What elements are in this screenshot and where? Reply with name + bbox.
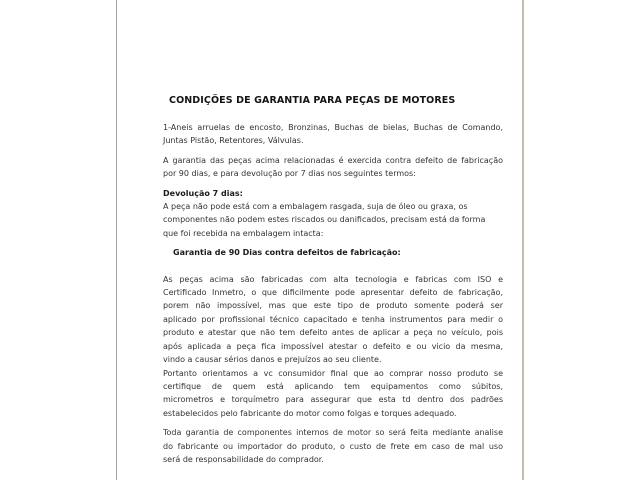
page-edge-left (116, 0, 117, 480)
section-heading: Garantia de 90 Dias contra defeitos de fabricação: (173, 248, 401, 258)
text-line: Toda garantia de componentes internos de motor so será feita mediante analise (163, 428, 503, 438)
page-edge-right (522, 0, 524, 480)
text-line: vindo a causar sérios danos e prejuízos ao seu cliente. (163, 355, 382, 365)
text-line: produto e atestar que não tem defeito antes de aplicar a peça no veículo, pois (163, 328, 503, 338)
text-line: do fabricante ou importador do produto, o custo de frete em caso de mal uso (163, 441, 503, 451)
text-line: Juntas Pistão, Retentores, Válvulas. (163, 136, 304, 146)
text-line: A garantia das peças acima relacionadas é exercida contra defeito de fabricação (163, 155, 503, 165)
document-title: CONDIÇÕES DE GARANTIA PARA PEÇAS DE MOTORES (169, 95, 456, 106)
paragraph (163, 367, 503, 421)
text-line: componentes não podem estes riscados ou danificados, precisam está da forma (163, 215, 486, 225)
text-line: Certificado Inmetro, o que dificilmente pode apresentar defeito de fabricação, (163, 288, 503, 298)
text-line: A peça não pode está com a embalagem rasgada, suja de óleo ou graxa, os (163, 202, 468, 212)
text-line: aplicado por profissional técnico capacitado e tenha instrumentos para medir o (163, 314, 503, 324)
paragraph (163, 426, 503, 466)
document-body (163, 121, 503, 466)
text-line: certifique de quem está aplicando tem equipamentos como súbitos, (163, 381, 503, 391)
text-line: após aplicada a peça fica impossível atestar o defeito e ou vicio da mesma, (163, 341, 503, 351)
text-line: por 90 dias, e para devolução por 7 dias nos seguintes termos: (163, 169, 416, 179)
text-line: As peças acima são fabricadas com alta tecnologia e fabricas com ISO e (163, 274, 503, 284)
section-heading: Devolução 7 dias: (163, 188, 243, 198)
text-line: Portanto orientamos a vc consumidor final que ao comprar nosso produto se (163, 368, 503, 378)
text-line: que foi recebida na embalagem intacta: (163, 228, 324, 238)
text-line: micrometros e torquímetro para assegurar que esta td dentro dos padrões (163, 395, 503, 405)
text-line: será de responsabilidade do comprador. (163, 454, 324, 464)
text-line: 1-Aneis arruelas de encosto, Bronzinas, Buchas de bielas, Buchas de Comando, (163, 123, 503, 132)
text-line: porem não impossível, mas que este tipo de produto somente poderá ser (163, 301, 503, 311)
document (163, 94, 503, 466)
paragraph (163, 200, 503, 240)
text-line: estabelecidos pelo fabricante do motor como folgas e torques adequado. (163, 408, 457, 418)
paragraph (163, 154, 503, 181)
paragraph (163, 273, 503, 367)
paragraph (163, 121, 503, 148)
